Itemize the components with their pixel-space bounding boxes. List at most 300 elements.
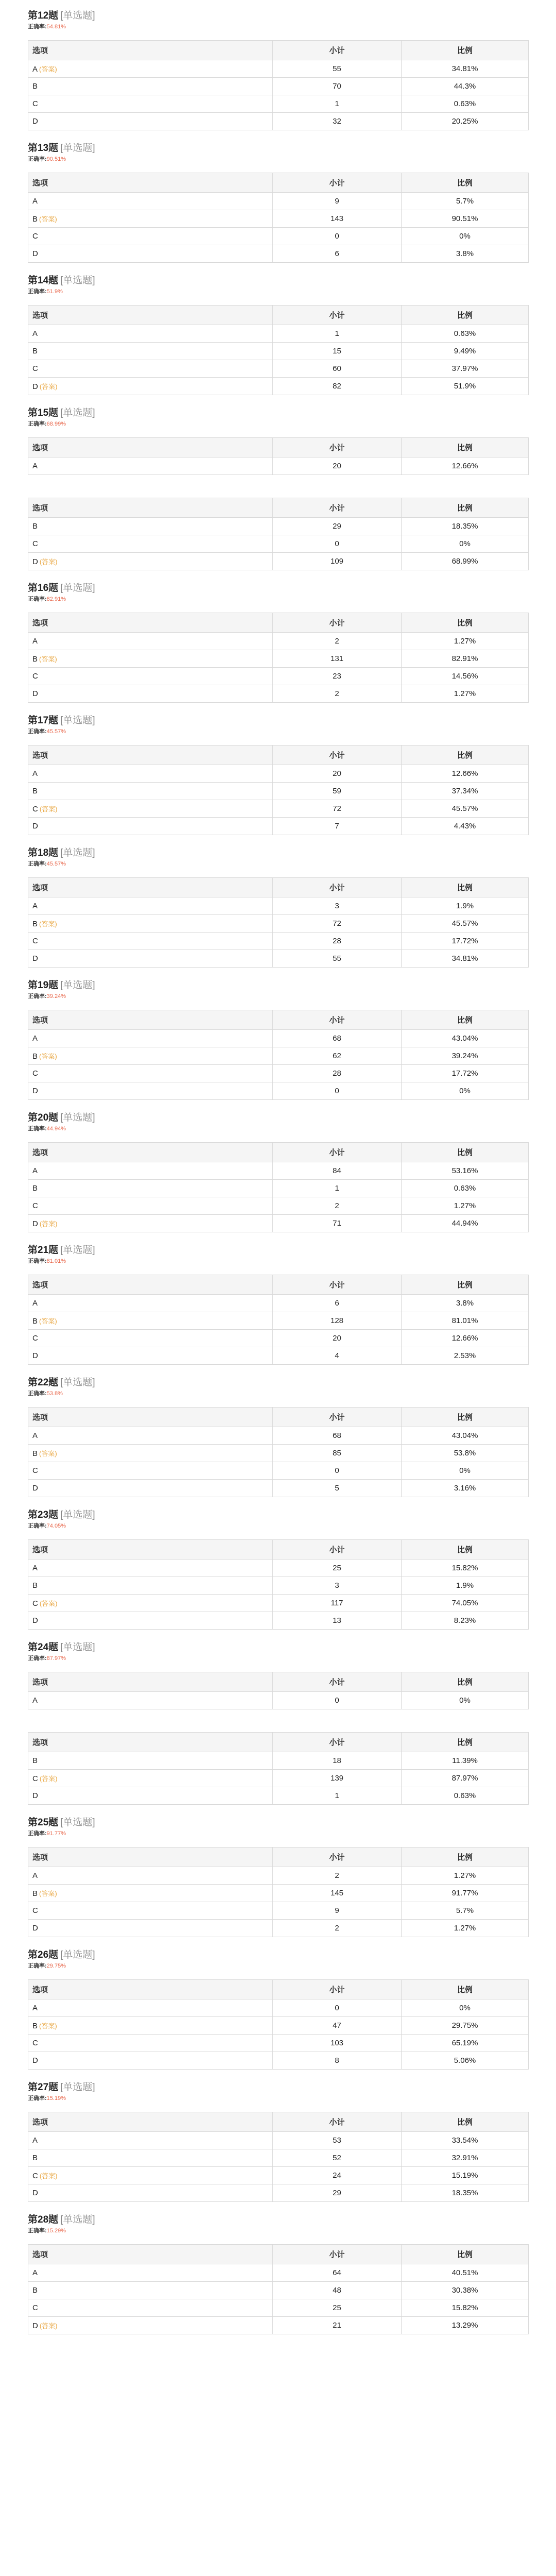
option-cell xyxy=(28,325,273,343)
table-row xyxy=(28,933,529,950)
count-cell: 47 xyxy=(273,2017,402,2035)
accuracy-label: 正确率: xyxy=(28,1655,47,1662)
count-cell: 1 xyxy=(273,1787,402,1805)
header-ratio: 比例 xyxy=(402,1672,529,1692)
table-row xyxy=(28,1347,529,1365)
accuracy-value: 51.9% xyxy=(46,289,63,295)
accuracy-value: 39.24% xyxy=(46,993,66,999)
question-title xyxy=(28,1641,528,1654)
table-row xyxy=(28,2035,529,2052)
result-table xyxy=(28,1407,529,1497)
table-row xyxy=(28,1082,529,1100)
option-cell xyxy=(28,113,273,130)
accuracy-value: 44.94% xyxy=(46,1126,66,1132)
header-count: 小计 xyxy=(273,878,402,897)
accuracy-value: 45.57% xyxy=(46,728,66,735)
question-number: 第18题 xyxy=(28,848,59,858)
table-row xyxy=(28,1920,529,1937)
option-cell xyxy=(28,668,273,685)
option-cell xyxy=(28,210,273,228)
table-header-row xyxy=(28,1540,529,1560)
option-label: B xyxy=(32,215,38,224)
table-header-row xyxy=(28,498,529,518)
table-header-row xyxy=(28,1010,529,1030)
accuracy-label: 正确率: xyxy=(28,1963,47,1969)
accuracy-label: 正确率: xyxy=(28,156,47,162)
count-cell: 6 xyxy=(273,1295,402,1312)
option-label: C xyxy=(32,539,38,548)
option-cell xyxy=(28,933,273,950)
count-cell: 3 xyxy=(273,897,402,915)
header-count: 小计 xyxy=(273,1848,402,1867)
table-row xyxy=(28,228,529,245)
header-ratio: 比例 xyxy=(402,1275,529,1295)
option-cell xyxy=(28,228,273,245)
table-row xyxy=(28,1692,529,1709)
count-cell: 55 xyxy=(273,60,402,78)
table-row xyxy=(28,1999,529,2017)
table-header-row xyxy=(28,2245,529,2264)
question-section xyxy=(28,714,528,835)
ratio-cell: 1.27% xyxy=(402,1920,529,1937)
header-count: 小计 xyxy=(273,438,402,457)
correct-answer-tag: (答案) xyxy=(39,920,57,928)
ratio-cell: 30.38% xyxy=(402,2282,529,2299)
option-cell xyxy=(28,1445,273,1462)
header-ratio: 比例 xyxy=(402,41,529,60)
result-table xyxy=(28,1275,529,1365)
accuracy-value: 15.29% xyxy=(46,2228,66,2234)
table-row xyxy=(28,1770,529,1787)
count-cell: 145 xyxy=(273,1885,402,1902)
option-label: D xyxy=(32,822,38,831)
result-table xyxy=(28,1539,529,1630)
option-label: A xyxy=(32,2268,38,2277)
question-type: [单选题] xyxy=(60,1642,95,1653)
correct-answer-tag: (答案) xyxy=(39,65,57,73)
header-ratio: 比例 xyxy=(402,1408,529,1427)
option-label: C xyxy=(32,1774,38,1783)
accuracy-label: 正确率: xyxy=(28,2095,47,2102)
option-label: C xyxy=(32,2303,38,2312)
option-label: C xyxy=(32,672,38,681)
table-row xyxy=(28,535,529,553)
option-cell xyxy=(28,553,273,570)
option-label: B xyxy=(32,787,38,795)
header-option: 选项 xyxy=(28,1010,273,1030)
question-type: [单选题] xyxy=(60,275,95,286)
question-section xyxy=(28,1816,528,1937)
accuracy-label: 正确率: xyxy=(28,1258,47,1264)
option-label: D xyxy=(32,954,38,963)
ratio-cell: 44.3% xyxy=(402,78,529,95)
ratio-cell: 0.63% xyxy=(402,1787,529,1805)
option-cell xyxy=(28,1065,273,1082)
option-label: C xyxy=(32,232,38,241)
question-title xyxy=(28,714,528,727)
page-break-gap xyxy=(28,475,528,498)
table-row xyxy=(28,1312,529,1330)
option-cell xyxy=(28,1752,273,1770)
accuracy-line xyxy=(28,595,528,603)
header-option: 选项 xyxy=(28,1540,273,1560)
option-label: C xyxy=(32,1201,38,1210)
header-option: 选项 xyxy=(28,613,273,633)
count-cell: 18 xyxy=(273,1752,402,1770)
table-row xyxy=(28,1330,529,1347)
option-cell xyxy=(28,1030,273,1047)
option-label: B xyxy=(32,1184,38,1193)
count-cell: 24 xyxy=(273,2167,402,2184)
option-label: D xyxy=(32,689,38,698)
option-label: C xyxy=(32,99,38,108)
table-row xyxy=(28,765,529,783)
option-cell xyxy=(28,1330,273,1347)
option-cell xyxy=(28,1577,273,1595)
table-header-row xyxy=(28,745,529,765)
count-cell: 117 xyxy=(273,1595,402,1612)
ratio-cell: 0% xyxy=(402,1692,529,1709)
option-cell xyxy=(28,1595,273,1612)
question-section xyxy=(28,2081,528,2202)
option-label: B xyxy=(32,1449,38,1458)
option-label: D xyxy=(32,249,38,258)
option-label: D xyxy=(32,1924,38,1933)
table-row xyxy=(28,2017,529,2035)
count-cell: 55 xyxy=(273,950,402,968)
table-row xyxy=(28,553,529,570)
option-label: A xyxy=(32,769,38,778)
header-option: 选项 xyxy=(28,1143,273,1162)
count-cell: 82 xyxy=(273,378,402,395)
question-type: [单选题] xyxy=(60,1112,95,1123)
question-number: 第25题 xyxy=(28,1817,59,1828)
accuracy-label: 正确率: xyxy=(28,1523,47,1529)
header-count: 小计 xyxy=(273,1408,402,1427)
ratio-cell: 53.8% xyxy=(402,1445,529,1462)
header-count: 小计 xyxy=(273,41,402,60)
count-cell: 0 xyxy=(273,228,402,245)
question-number: 第15题 xyxy=(28,408,59,418)
option-cell xyxy=(28,343,273,360)
result-table xyxy=(28,437,529,475)
header-option: 选项 xyxy=(28,745,273,765)
option-cell xyxy=(28,1612,273,1630)
question-type: [单选题] xyxy=(60,1817,95,1828)
accuracy-line xyxy=(28,1829,528,1838)
question-section xyxy=(28,979,528,1100)
option-label: A xyxy=(32,1299,38,1308)
question-section xyxy=(28,1244,528,1365)
count-cell: 29 xyxy=(273,2184,402,2202)
count-cell: 25 xyxy=(273,2299,402,2317)
option-label: C xyxy=(32,2172,38,2180)
correct-answer-tag: (答案) xyxy=(39,2172,58,2180)
header-option: 选项 xyxy=(28,1672,273,1692)
option-label: A xyxy=(32,1696,38,1705)
header-option: 选项 xyxy=(28,878,273,897)
accuracy-line xyxy=(28,1522,528,1530)
option-cell xyxy=(28,360,273,378)
header-count: 小计 xyxy=(273,1275,402,1295)
option-cell xyxy=(28,1920,273,1937)
table-row xyxy=(28,1885,529,1902)
header-ratio: 比例 xyxy=(402,1848,529,1867)
result-table xyxy=(28,877,529,968)
table-row xyxy=(28,1480,529,1497)
option-cell xyxy=(28,95,273,113)
option-label: B xyxy=(32,2022,38,2030)
count-cell: 2 xyxy=(273,633,402,650)
header-ratio: 比例 xyxy=(402,1010,529,1030)
table-row xyxy=(28,2264,529,2282)
ratio-cell: 53.16% xyxy=(402,1162,529,1180)
count-cell: 15 xyxy=(273,343,402,360)
count-cell: 1 xyxy=(273,325,402,343)
count-cell: 29 xyxy=(273,518,402,535)
count-cell: 0 xyxy=(273,535,402,553)
question-number: 第17题 xyxy=(28,715,59,726)
question-title xyxy=(28,142,528,155)
question-number: 第13题 xyxy=(28,143,59,154)
table-row xyxy=(28,1427,529,1445)
page-break-gap xyxy=(28,1709,528,1732)
option-label: C xyxy=(32,1334,38,1343)
table-header-row xyxy=(28,1733,529,1752)
correct-answer-tag: (答案) xyxy=(39,215,57,223)
option-cell xyxy=(28,60,273,78)
question-title xyxy=(28,9,528,23)
ratio-cell: 3.8% xyxy=(402,1295,529,1312)
count-cell: 0 xyxy=(273,1082,402,1100)
question-title xyxy=(28,1816,528,1829)
table-row xyxy=(28,915,529,933)
table-row xyxy=(28,2052,529,2070)
ratio-cell: 51.9% xyxy=(402,378,529,395)
accuracy-line xyxy=(28,1125,528,1133)
table-header-row xyxy=(28,1408,529,1427)
table-row xyxy=(28,818,529,835)
option-label: B xyxy=(32,347,38,355)
option-cell xyxy=(28,2132,273,2149)
ratio-cell: 0% xyxy=(402,1462,529,1480)
option-cell xyxy=(28,535,273,553)
question-section xyxy=(28,2213,528,2334)
result-table xyxy=(28,2244,529,2334)
question-section xyxy=(28,142,528,263)
ratio-cell: 15.82% xyxy=(402,2299,529,2317)
count-cell: 32 xyxy=(273,113,402,130)
option-label: B xyxy=(32,82,38,91)
header-ratio: 比例 xyxy=(402,745,529,765)
option-label: D xyxy=(32,382,38,391)
header-ratio: 比例 xyxy=(402,613,529,633)
accuracy-label: 正确率: xyxy=(28,1391,47,1397)
option-cell xyxy=(28,1902,273,1920)
table-row xyxy=(28,1902,529,1920)
table-row xyxy=(28,1560,529,1577)
option-cell xyxy=(28,1082,273,1100)
count-cell: 60 xyxy=(273,360,402,378)
table-header-row xyxy=(28,1275,529,1295)
ratio-cell: 9.49% xyxy=(402,343,529,360)
option-label: D xyxy=(32,1484,38,1493)
table-row xyxy=(28,1867,529,1885)
ratio-cell: 90.51% xyxy=(402,210,529,228)
ratio-cell: 0% xyxy=(402,228,529,245)
table-row xyxy=(28,2149,529,2167)
accuracy-label: 正确率: xyxy=(28,289,47,295)
table-row xyxy=(28,633,529,650)
header-option: 选项 xyxy=(28,1980,273,1999)
count-cell: 8 xyxy=(273,2052,402,2070)
table-row xyxy=(28,1162,529,1180)
count-cell: 28 xyxy=(273,1065,402,1082)
option-cell xyxy=(28,2299,273,2317)
ratio-cell: 20.25% xyxy=(402,113,529,130)
ratio-cell: 0% xyxy=(402,1082,529,1100)
option-label: D xyxy=(32,117,38,126)
question-number: 第21题 xyxy=(28,1245,59,1256)
accuracy-value: 90.51% xyxy=(46,156,66,162)
count-cell: 9 xyxy=(273,1902,402,1920)
option-cell xyxy=(28,1427,273,1445)
accuracy-label: 正确率: xyxy=(28,421,47,427)
option-label: C xyxy=(32,937,38,945)
header-ratio: 比例 xyxy=(402,2245,529,2264)
header-count: 小计 xyxy=(273,2245,402,2264)
question-type: [单选题] xyxy=(60,10,95,21)
question-title xyxy=(28,2081,528,2094)
option-cell xyxy=(28,897,273,915)
count-cell: 68 xyxy=(273,1030,402,1047)
option-label: D xyxy=(32,1087,38,1095)
ratio-cell: 37.97% xyxy=(402,360,529,378)
ratio-cell: 0% xyxy=(402,535,529,553)
correct-answer-tag: (答案) xyxy=(39,2022,57,2030)
option-label: D xyxy=(32,557,38,566)
ratio-cell: 5.7% xyxy=(402,193,529,210)
correct-answer-tag: (答案) xyxy=(39,655,57,663)
count-cell: 139 xyxy=(273,1770,402,1787)
table-row xyxy=(28,1577,529,1595)
ratio-cell: 1.27% xyxy=(402,1197,529,1215)
option-cell xyxy=(28,633,273,650)
ratio-cell: 0.63% xyxy=(402,325,529,343)
count-cell: 1 xyxy=(273,95,402,113)
accuracy-value: 68.99% xyxy=(46,421,66,427)
ratio-cell: 40.51% xyxy=(402,2264,529,2282)
accuracy-value: 87.97% xyxy=(46,1655,66,1662)
ratio-cell: 13.29% xyxy=(402,2317,529,2334)
question-section xyxy=(28,582,528,703)
ratio-cell: 14.56% xyxy=(402,668,529,685)
option-cell xyxy=(28,2264,273,2282)
option-cell xyxy=(28,1197,273,1215)
count-cell: 68 xyxy=(273,1427,402,1445)
question-title xyxy=(28,1948,528,1962)
header-option: 选项 xyxy=(28,498,273,518)
option-cell xyxy=(28,245,273,263)
question-title xyxy=(28,1509,528,1522)
ratio-cell: 1.27% xyxy=(402,1867,529,1885)
header-option: 选项 xyxy=(28,306,273,325)
header-count: 小计 xyxy=(273,2112,402,2132)
correct-answer-tag: (答案) xyxy=(39,1775,58,1783)
ratio-cell: 1.27% xyxy=(402,633,529,650)
ratio-cell: 44.94% xyxy=(402,1215,529,1232)
option-cell xyxy=(28,78,273,95)
ratio-cell: 32.91% xyxy=(402,2149,529,2167)
table-row xyxy=(28,1612,529,1630)
ratio-cell: 15.19% xyxy=(402,2167,529,2184)
question-number: 第14题 xyxy=(28,275,59,286)
question-title xyxy=(28,2213,528,2227)
ratio-cell: 15.82% xyxy=(402,1560,529,1577)
count-cell: 59 xyxy=(273,783,402,800)
accuracy-line xyxy=(28,992,528,1001)
count-cell: 0 xyxy=(273,1999,402,2017)
table-row xyxy=(28,2299,529,2317)
ratio-cell: 0.63% xyxy=(402,1180,529,1197)
question-section xyxy=(28,1509,528,1630)
table-row xyxy=(28,1462,529,1480)
question-type: [单选题] xyxy=(60,980,95,991)
option-cell xyxy=(28,1885,273,1902)
table-row xyxy=(28,1215,529,1232)
option-cell xyxy=(28,783,273,800)
header-ratio: 比例 xyxy=(402,1980,529,1999)
ratio-cell: 81.01% xyxy=(402,1312,529,1330)
question-type: [单选题] xyxy=(60,848,95,858)
result-table xyxy=(28,1732,529,1805)
table-row xyxy=(28,2282,529,2299)
ratio-cell: 18.35% xyxy=(402,518,529,535)
correct-answer-tag: (答案) xyxy=(39,1220,58,1228)
question-type: [单选题] xyxy=(60,143,95,154)
accuracy-label: 正确率: xyxy=(28,2228,47,2234)
option-label: A xyxy=(32,637,38,646)
table-row xyxy=(28,1295,529,1312)
option-label: D xyxy=(32,2056,38,2065)
header-option: 选项 xyxy=(28,41,273,60)
ratio-cell: 17.72% xyxy=(402,933,529,950)
result-table xyxy=(28,173,529,263)
table-row xyxy=(28,2167,529,2184)
option-label: A xyxy=(32,1871,38,1880)
count-cell: 2 xyxy=(273,685,402,703)
count-cell: 6 xyxy=(273,245,402,263)
question-title xyxy=(28,1376,528,1389)
accuracy-line xyxy=(28,727,528,736)
table-row xyxy=(28,668,529,685)
ratio-cell: 65.19% xyxy=(402,2035,529,2052)
header-option: 选项 xyxy=(28,2245,273,2264)
count-cell: 64 xyxy=(273,2264,402,2282)
table-row xyxy=(28,113,529,130)
option-cell xyxy=(28,1867,273,1885)
ratio-cell: 45.57% xyxy=(402,915,529,933)
option-cell xyxy=(28,1560,273,1577)
option-label: C xyxy=(32,1069,38,1078)
header-count: 小计 xyxy=(273,1980,402,1999)
accuracy-line xyxy=(28,287,528,296)
ratio-cell: 45.57% xyxy=(402,800,529,818)
count-cell: 48 xyxy=(273,2282,402,2299)
option-cell xyxy=(28,1312,273,1330)
table-row xyxy=(28,1787,529,1805)
ratio-cell: 39.24% xyxy=(402,1047,529,1065)
